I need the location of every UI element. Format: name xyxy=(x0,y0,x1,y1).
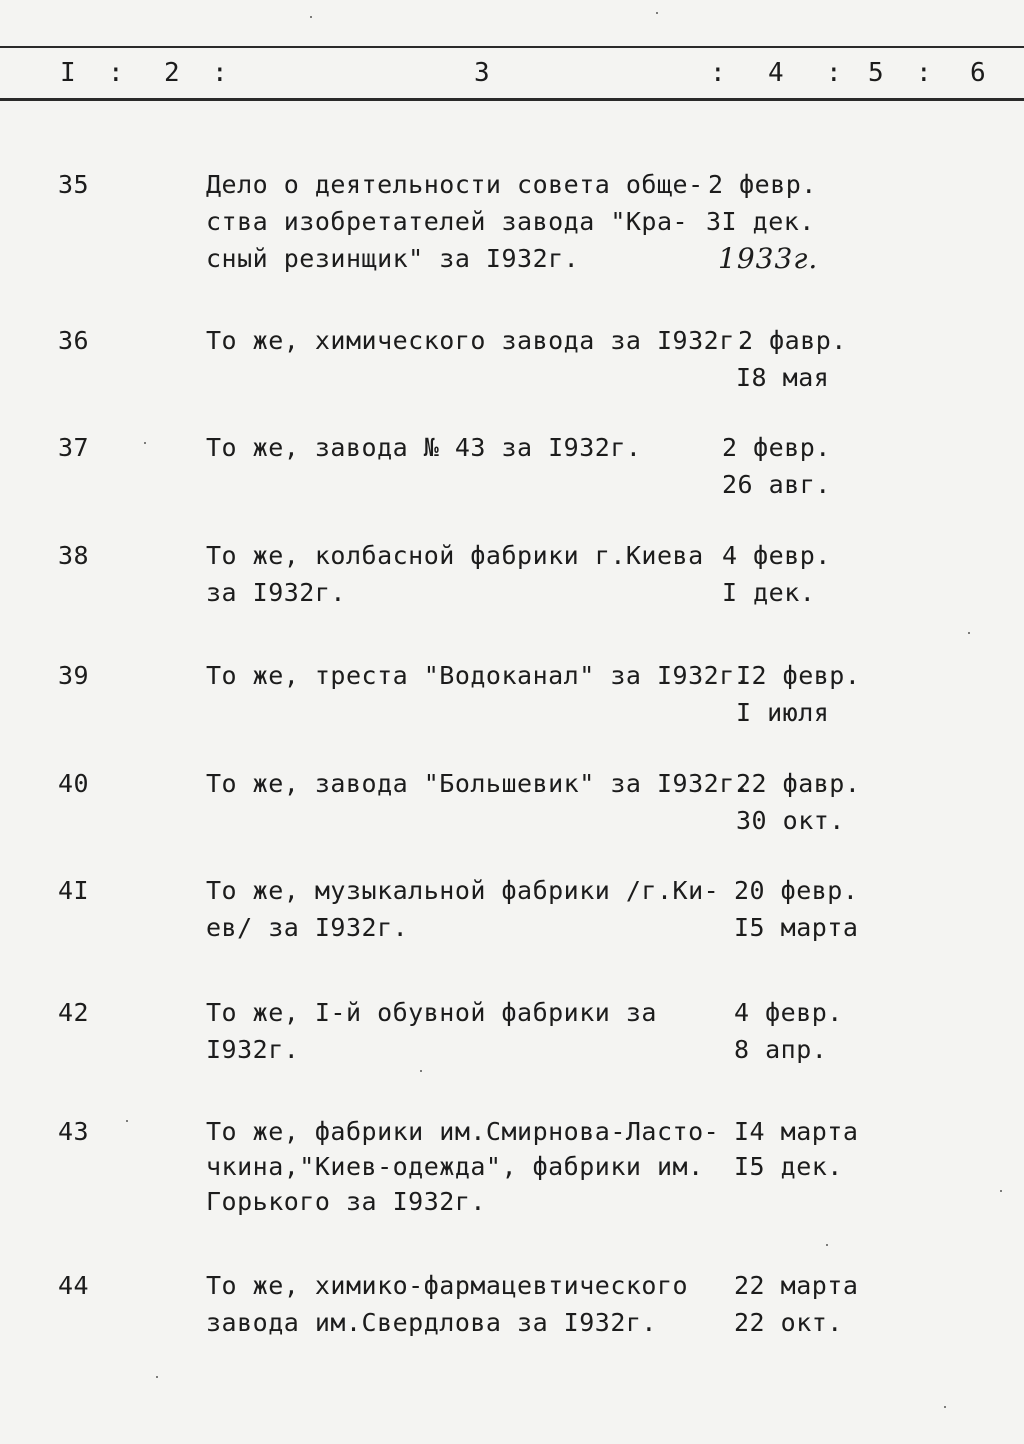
entry-description-line: То же, колбасной фабрики г.Киева xyxy=(206,541,704,570)
entry-description-line: То же, музыкальной фабрики /г.Ки- xyxy=(206,876,720,905)
entry-start-date: 2 февр. xyxy=(708,170,817,199)
entry-start-date: 2 февр. xyxy=(722,433,831,462)
entry-number: 42 xyxy=(58,998,90,1027)
scan-speck xyxy=(126,1120,128,1122)
header-separator: : xyxy=(916,58,932,88)
entry-end-date: I5 марта xyxy=(734,913,859,942)
entry-description-line: Горького за I932г. xyxy=(206,1187,486,1216)
entry-description-line: То же, фабрики им.Смирнова-Ласто- xyxy=(206,1117,720,1146)
header-col-2: 2 xyxy=(164,58,180,88)
header-col-1: I xyxy=(60,58,76,88)
entry-end-date: 26 авг. xyxy=(722,470,831,499)
entry-description-line: То же, химико-фармацевтического xyxy=(206,1271,689,1300)
scan-speck xyxy=(420,1070,422,1072)
entry-description-line: То же, треста "Водоканал" за I932г. xyxy=(206,661,751,690)
scan-speck xyxy=(968,632,970,634)
header-separator: : xyxy=(710,58,726,88)
entry-number: 37 xyxy=(58,433,90,462)
entry-start-date: 4 февр. xyxy=(722,541,831,570)
entry-number: 40 xyxy=(58,769,90,798)
entry-number: 43 xyxy=(58,1117,90,1146)
entry-number: 44 xyxy=(58,1271,90,1300)
entry-end-date: 30 окт. xyxy=(736,806,845,835)
entry-description-line: чкина,"Киев-одежда", фабрики им. xyxy=(206,1152,704,1181)
entry-start-date: 22 марта xyxy=(734,1271,859,1300)
entry-end-date: I5 дек. xyxy=(734,1152,843,1181)
header-separator: : xyxy=(212,58,228,88)
entry-description-line: То же, завода № 43 за I932г. xyxy=(206,433,642,462)
entry-description-line: То же, I-й обувной фабрики за xyxy=(206,998,657,1027)
entry-number: 4I xyxy=(58,876,90,905)
entry-end-date: I8 мая xyxy=(736,363,830,392)
scan-speck xyxy=(310,16,312,18)
entry-description-line: ства изобретателей завода "Кра- xyxy=(206,207,689,236)
scan-speck xyxy=(656,12,658,14)
header-separator: : xyxy=(826,58,842,88)
scan-speck xyxy=(826,1244,828,1246)
entry-end-date: 3I дек. xyxy=(706,207,815,236)
entry-description-line: завода им.Свердлова за I932г. xyxy=(206,1308,657,1337)
entry-start-date: 4 февр. xyxy=(734,998,843,1027)
header-col-3: 3 xyxy=(474,58,490,88)
entry-start-date: 2 фавр. xyxy=(738,326,847,355)
header-top-rule xyxy=(0,46,1024,48)
scan-speck xyxy=(156,1376,158,1378)
entry-end-date: I дек. xyxy=(722,578,816,607)
entry-description-line: сный резинщик" за I932г. xyxy=(206,244,580,273)
entry-end-date: 8 апр. xyxy=(734,1035,828,1064)
header-col-6: 6 xyxy=(970,58,986,88)
header-col-4: 4 xyxy=(768,58,784,88)
entry-number: 35 xyxy=(58,170,90,199)
entry-description-line: То же, завода "Большевик" за I932г. xyxy=(206,769,751,798)
entry-end-date: I июля xyxy=(736,698,830,727)
entry-description-line: ев/ за I932г. xyxy=(206,913,409,942)
entry-number: 39 xyxy=(58,661,90,690)
header-bottom-rule xyxy=(0,98,1024,101)
entry-end-year-handwritten: 1933г. xyxy=(718,242,819,275)
header-col-5: 5 xyxy=(868,58,884,88)
entry-description-line: за I932г. xyxy=(206,578,346,607)
entry-number: 36 xyxy=(58,326,90,355)
entry-start-date: 22 фавр. xyxy=(736,769,861,798)
entry-description-line: То же, химического завода за I932г. xyxy=(206,326,751,355)
entry-start-date: I4 марта xyxy=(734,1117,859,1146)
entry-number: 38 xyxy=(58,541,90,570)
header-separator: : xyxy=(108,58,124,88)
entry-description-line: Дело о деятельности совета обще- xyxy=(206,170,704,199)
scan-speck xyxy=(144,442,146,444)
entry-description-line: I932г. xyxy=(206,1035,300,1064)
entry-start-date: 20 февр. xyxy=(734,876,859,905)
entry-end-date: 22 окт. xyxy=(734,1308,843,1337)
entry-start-date: I2 февр. xyxy=(736,661,861,690)
scan-speck xyxy=(1000,1190,1002,1192)
scan-speck xyxy=(944,1406,946,1408)
